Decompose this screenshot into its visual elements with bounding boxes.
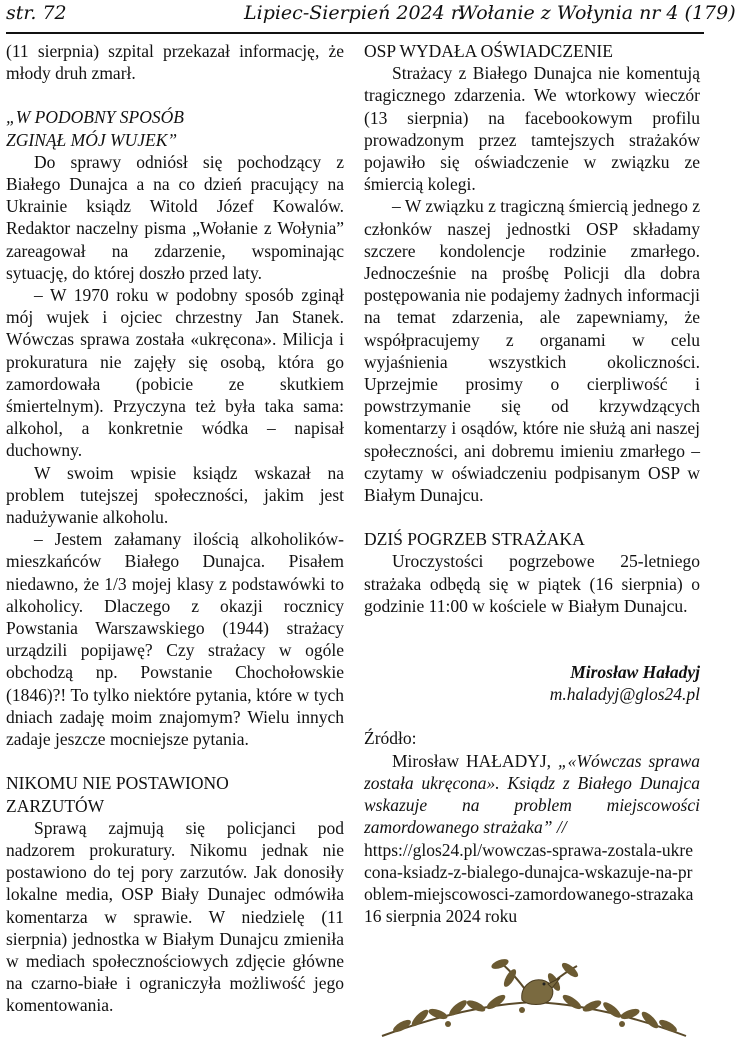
right-column (364, 40, 700, 927)
issue-date: Lipiec-Sierpień 2024 r. (244, 2, 464, 24)
source-label: Źródło: (364, 728, 417, 749)
source-author: Mirosław HAŁADYJ, (392, 750, 558, 771)
paragraph: – Jestem załamany ilością alkoholików-mieszkańców Białego Dunajca. Pisałem niedawno, że 1/3 mojej klasy z podstawówki to alkoholicy. Dlaczego z okazji rocznicy Powstania Warszawskiego (1944) strażacy urządzili popijawę? Czy strażacy w ogóle obchodzą np. Powstanie Chochołowskie (1846)?! To tylko niektóre pytania, które w tych dniach zadaję moim znajomym? Wielu innych zadaje jeszcze mocniejsze pytania. (6, 529, 344, 750)
header-rule (6, 32, 704, 34)
source-title: „«Wówczas sprawa została ukręcona». Ksiądz z Białego Dunajca wskazuje na problem miejscowości zamordowanego strażaka” // (364, 750, 700, 838)
author-email[interactable]: m.haladyj@glos24.pl (549, 684, 700, 705)
paragraph: Sprawą zajmują się policjanci pod nadzorem prokuratury. Nikomu jednak nie postawiono do tej pory zarzutów. Jak donosiły lokalne media, OSP Biały Dunajec odmówiła komentarza w sprawie. W niedzielę (11 sierpnia) jednostka w Białym Dunajcu zmieniła w mediach społecznościowych zdjęcie główne na czarno-białe i ograniczyła możliwość jego komentowania. (6, 817, 344, 1016)
paragraph: Strażacy z Białego Dunajca nie komentują tragicznego zdarzenia. We wtorkowy wieczór (13 sierpnia) na facebookowym profilu prowadzonym przez tamtejszych strażaków pojawiło się oświadczenie w związku ze śmiercią kolegi. (364, 63, 700, 195)
source-url[interactable]: https://glos24.pl/wowczas-sprawa-zostala-ukrecona-ksiadz-z-bialego-dunajca-wskazuje-na-problem-miejscowosci-zamordowanego-strazaka (364, 839, 694, 904)
section-heading: NIKOMU NIE POSTAWIONO ZARZUTÓW (6, 773, 229, 816)
section-heading: DZIŚ POGRZEB STRAŻAKA (364, 529, 585, 550)
publication-title: Wołanie z Wołynia nr 4 (179) (458, 2, 736, 24)
page-header (6, 0, 736, 38)
page-number: str. 72 (6, 2, 67, 24)
author-name: Mirosław Haładyj (570, 662, 700, 683)
olive-branch-ornament-icon (372, 944, 696, 1048)
paragraph: Uroczystości pogrzebowe 25-letniego strażaka odbędą się w piątek (16 sierpnia) o godzinie 11:00 w kościele w Białym Dunajcu. (364, 551, 700, 616)
source-date: 16 sierpnia 2024 roku (364, 906, 518, 927)
paragraph: (11 sierpnia) szpital przekazał informację, że młody druh zmarł. (6, 41, 344, 84)
section-heading: „W PODOBNY SPOSÓB ZGINĄŁ MÓJ WUJEK” (6, 107, 184, 150)
paragraph: W swoim wpisie ksiądz wskazał na problem tutejszej społeczności, jakim jest nadużywanie alkoholu. (6, 462, 344, 528)
paragraph: – W związku z tragiczną śmiercią jednego z członków naszej jednostki OSP składamy szczere kondolencje rodzinie zmarłego. Jednocześnie na prośbę Policji dla dobra postępowania nie podajemy żadnych informacji na temat zdarzenia, ale zapewniamy, że współpracujemy z organami w celu wyjaśnienia wszystkich okoliczności. Uprzejmie prosimy o cierpliwość i powstrzymanie się od krzywdzących komentarzy i osądów, które nie służą ani naszej społeczności, ani dobremu imieniu zmarłego – czytamy w oświadczeniu podpisanym OSP w Białym Dunajcu. (364, 196, 700, 506)
paragraph: – W 1970 roku w podobny sposób zginął mój wujek i ojciec chrzestny Jan Stanek. Wówczas sprawa została «ukręcona». Milicja i prokuratura nie zajęły się osobą, która go zamordowała (pobicie ze skutkiem śmiertelnym). Przyczyna też była taka sama: alkohol, a konkretnie wódka – napisał duchowny. (6, 285, 344, 461)
section-heading: OSP WYDAŁA OŚWIADCZENIE (364, 41, 613, 61)
left-column (6, 40, 344, 1017)
paragraph: Do sprawy odniósł się pochodzący z Białego Dunajca a na co dzień pracujący na Ukrainie ksiądz Witold Józef Kowalów. Redaktor naczelny pisma „Wołanie z Wołynia” zareagował na zdarzenie, wspominając sytuację, do której doszło przed laty. (6, 151, 344, 283)
source-citation (364, 750, 700, 839)
